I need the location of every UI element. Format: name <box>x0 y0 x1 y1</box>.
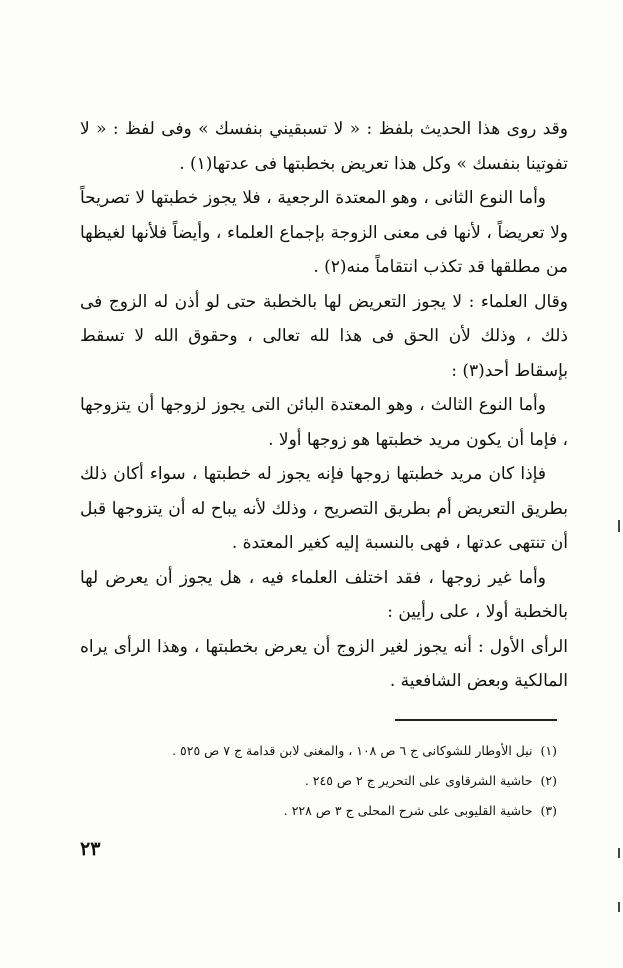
paragraph-7: الرأى الأول : أنه يجوز لغير الزوج أن يعرض بخطبتها ، وهذا الرأى يراه المالكية وبعض الشافعية . <box>80 636 568 691</box>
footnote-text: حاشية الشرقاوى على التحرير ج ٢ ص ٢٤٥ . <box>304 773 533 788</box>
scan-edge-mark <box>618 902 620 912</box>
paragraph-1: وقد روى هذا الحديث بلفظ : « لا تسبقيني بنفسك » وفى لفظ : « لا تفوتينا بنفسك » وكل هذا تعريض بخطبتها فى عدتها(١) . <box>80 119 568 174</box>
footnote <box>90 766 557 796</box>
footnote-separator <box>395 719 557 721</box>
footnote <box>90 736 557 766</box>
footnote-number: (١) <box>540 743 557 758</box>
footnote-text: حاشية القليوبى على شرح المحلى ج ٣ ص ٢٢٨ . <box>283 803 533 818</box>
footnotes <box>90 736 557 826</box>
paragraph-2: وأما النوع الثانى ، وهو المعتدة الرجعية ، فلا يجوز خطبتها لا تصريحاً ولا تعريضاً ، لأنها فى معنى الزوجة بإجماع العلماء ، وأيضاً فلأنها لغيظها من مطلقها قد تكذب انتقاماً منه(٢) . <box>80 188 568 277</box>
scan-edge-mark <box>618 848 620 858</box>
footnote-text: نيل الأوطار للشوكانى ج ٦ ص ١٠٨ ، والمغنى لابن قدامة ج ٧ ص ٥٢٥ . <box>172 743 533 758</box>
paragraph-3: وقال العلماء : لا يجوز التعريض لها بالخطبة حتى لو أذن له الزوج فى ذلك ، وذلك لأن الحق فى هذا لله تعالى ، وحقوق الله لا تسقط بإسقاط أحد(٣) : <box>80 291 569 381</box>
paragraph-4: وأما النوع الثالث ، وهو المعتدة البائن التى يجوز لزوجها أن يتزوجها ، فإما أن يكون مريد خطبتها هو زوجها أولا . <box>80 395 568 450</box>
scan-edge-mark <box>618 520 620 532</box>
footnote-number: (٢) <box>540 773 557 788</box>
paragraph-6: وأما غير زوجها ، فقد اختلف العلماء فيه ، هل يجوز أن يعرض لها بالخطبة أولا ، على رأيين : <box>80 567 568 622</box>
footnote <box>90 796 557 826</box>
footnote-number: (٣) <box>540 803 557 818</box>
page-number: ٢٣ <box>80 838 101 860</box>
paragraph-5: فإذا كان مريد خطبتها زوجها فإنه يجوز له خطبتها ، سواء أكان ذلك بطريق التعريض أم بطريق التصريح ، وذلك لأنه يباح له أن يتزوجها قبل أن تنتهى عدتها ، فهى بالنسبة إليه كغير المعتدة . <box>80 464 568 553</box>
main-text <box>80 112 568 699</box>
